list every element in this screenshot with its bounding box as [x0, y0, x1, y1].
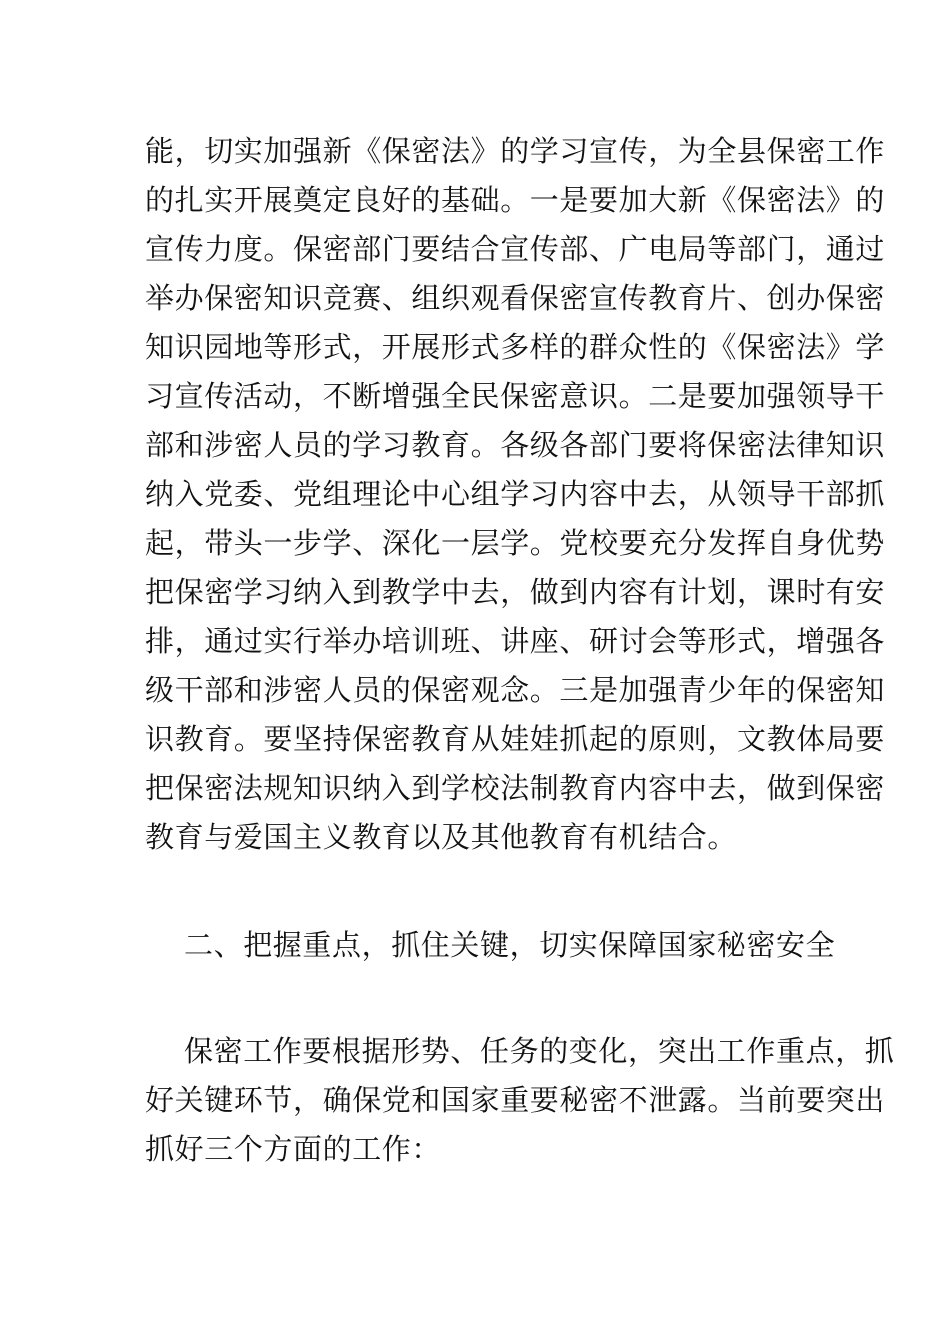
paragraph-1-line-15: 教育与爱国主义教育以及其他教育有机结合。	[145, 820, 738, 854]
paragraph-1-line-12: 级干部和涉密人员的保密观念。三是加强青少年的保密知	[145, 673, 886, 707]
paragraph-1-line-1: 能，切实加强新《保密法》的学习宣传，为全县保密工作	[145, 134, 886, 168]
paragraph-1-line-3: 宣传力度。保密部门要结合宣传部、广电局等部门，通过	[145, 232, 886, 266]
paragraph-2-line-2: 好关键环节，确保党和国家重要秘密不泄露。当前要突出	[145, 1083, 886, 1117]
paragraph-1-line-2: 的扎实开展奠定良好的基础。一是要加大新《保密法》的	[145, 183, 886, 217]
paragraph-1-line-5: 知识园地等形式，开展形式多样的群众性的《保密法》学	[145, 330, 886, 364]
paragraph-1-line-10: 把保密学习纳入到教学中去，做到内容有计划，课时有安	[145, 575, 886, 609]
paragraph-1-line-6: 习宣传活动，不断增强全民保密意识。二是要加强领导干	[145, 379, 886, 413]
paragraph-1-line-8: 纳入党委、党组理论中心组学习内容中去，从领导干部抓	[145, 477, 886, 511]
paragraph-1-line-13: 识教育。要坚持保密教育从娃娃抓起的原则，文教体局要	[145, 722, 886, 756]
section-heading: 二、把握重点，抓住关键，切实保障国家秘密安全	[184, 928, 836, 962]
paragraph-1-line-4: 举办保密知识竞赛、组织观看保密宣传教育片、创办保密	[145, 281, 886, 315]
paragraph-1-line-11: 排，通过实行举办培训班、讲座、研讨会等形式，增强各	[145, 624, 886, 658]
paragraph-1-line-14: 把保密法规知识纳入到学校法制教育内容中去，做到保密	[145, 771, 886, 805]
paragraph-2-line-1: 保密工作要根据形势、任务的变化，突出工作重点，抓	[184, 1034, 895, 1068]
paragraph-2-line-3: 抓好三个方面的工作：	[145, 1132, 442, 1166]
paragraph-1-line-9: 起，带头一步学、深化一层学。党校要充分发挥自身优势	[145, 526, 886, 560]
paragraph-1-line-7: 部和涉密人员的学习教育。各级各部门要将保密法律知识	[145, 428, 886, 462]
